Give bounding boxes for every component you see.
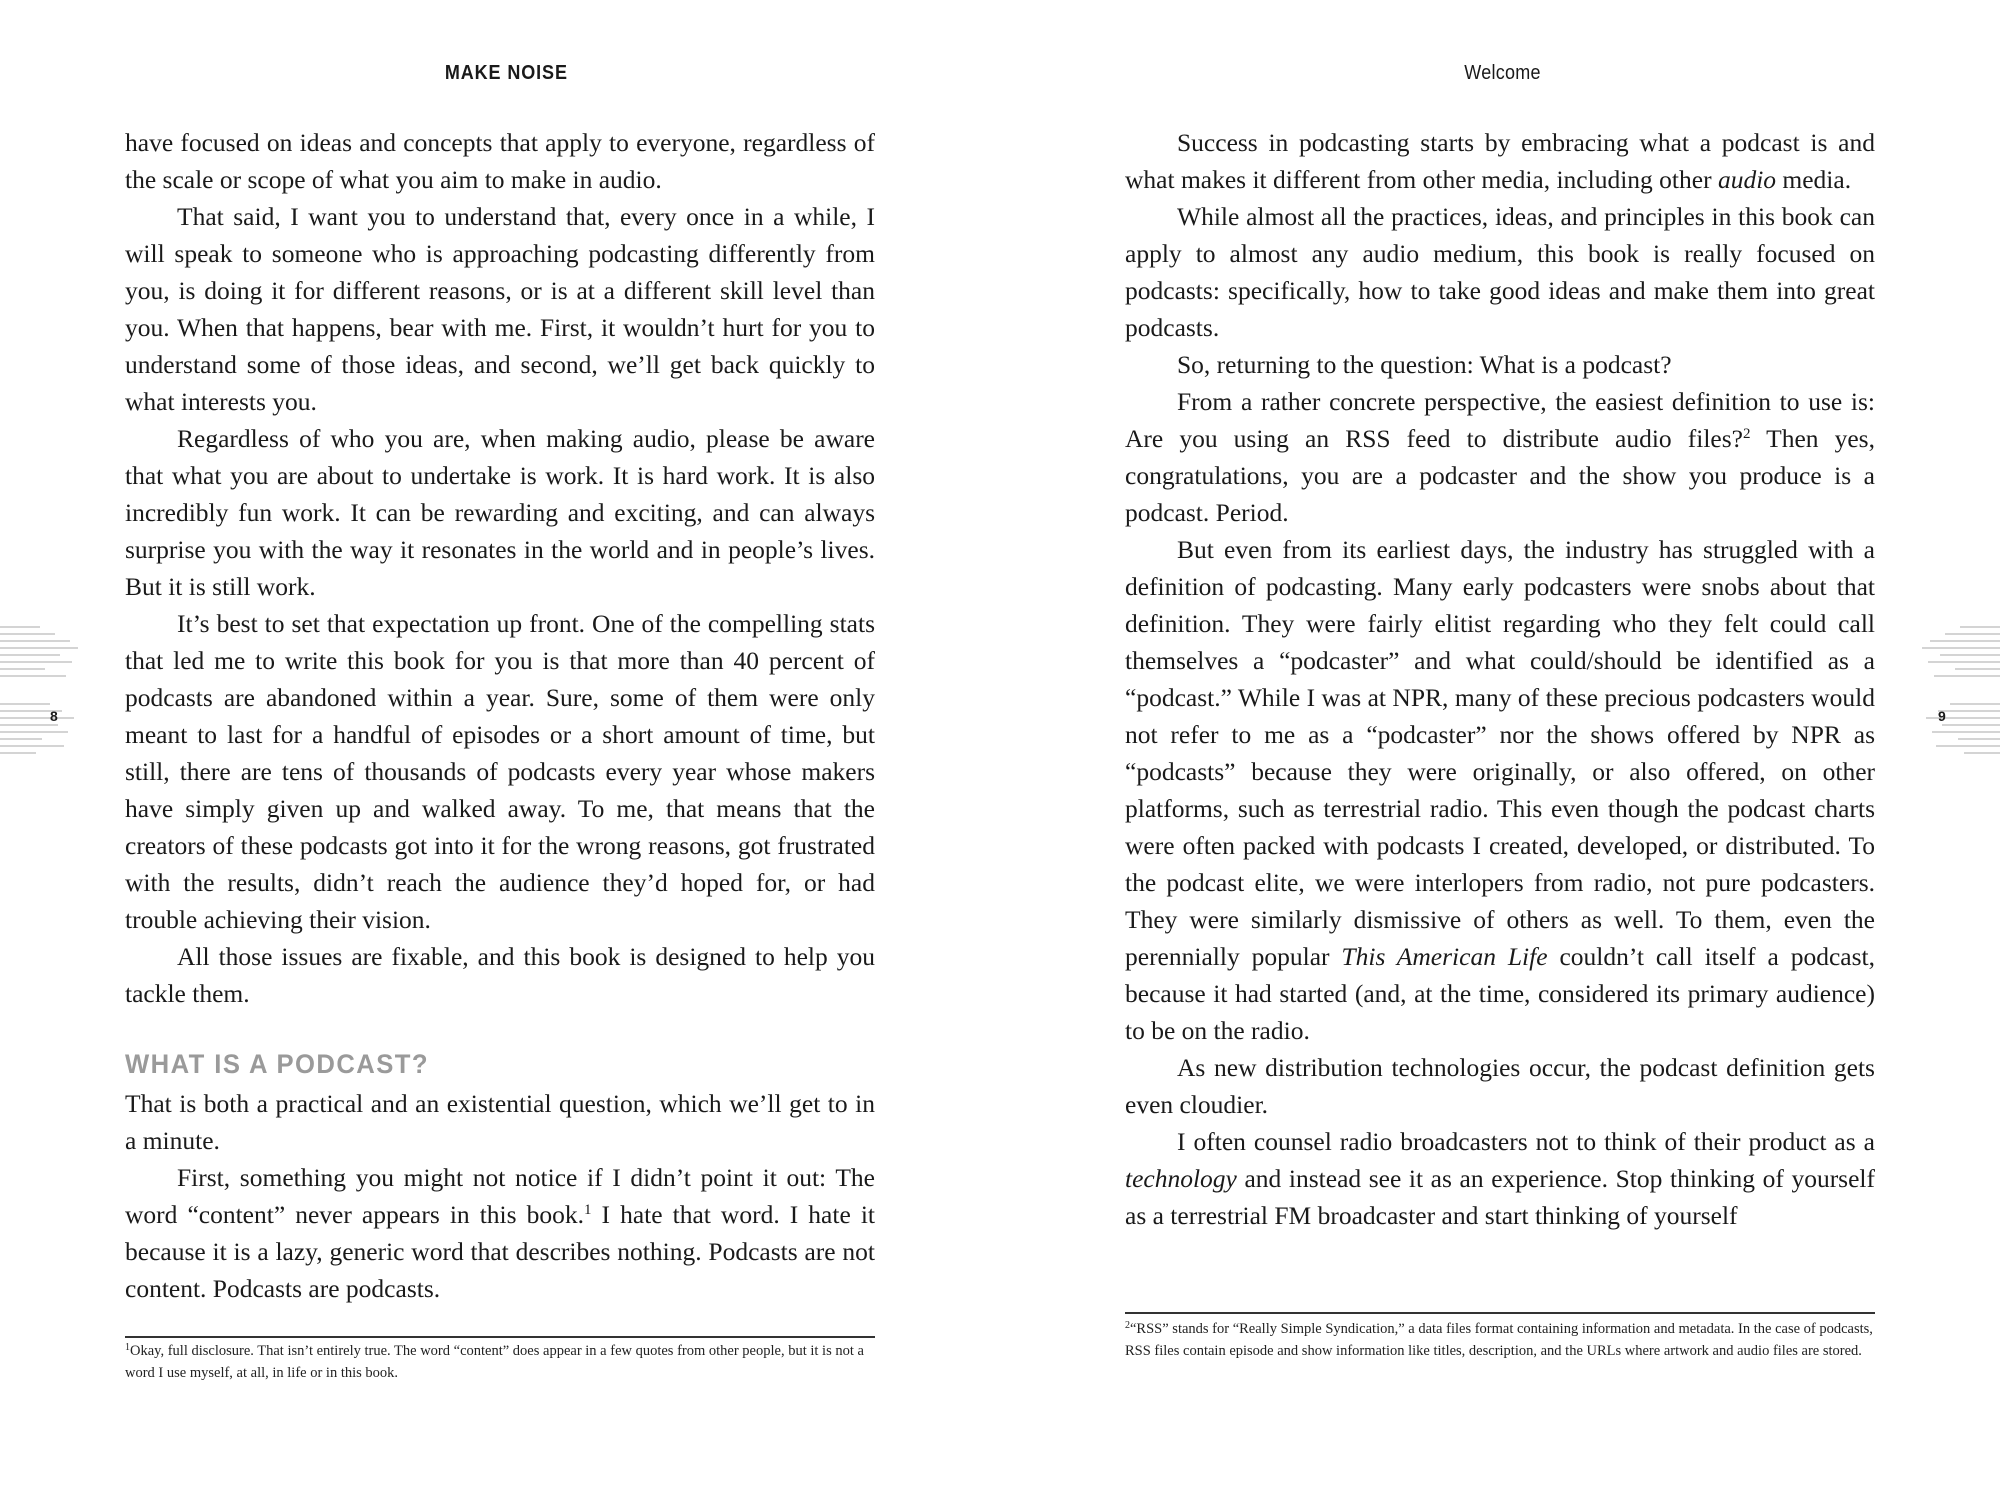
section-heading: WHAT IS A PODCAST? (125, 1049, 429, 1079)
paragraph-text: Success in podcasting starts by embracing what a podcast is and what makes it different from other media, including other (1125, 128, 1875, 194)
page-number-left: 8 (50, 708, 58, 724)
body-paragraph: have focused on ideas and concepts that apply to everyone, regardless of the scale or scope of what you aim to make in audio. (125, 128, 875, 194)
right-page-body (1125, 124, 1875, 1234)
paragraph-industry-definition (1125, 531, 1875, 1049)
footnote-ref-2: 2 (1742, 426, 1751, 442)
paragraph-rss-definition (1125, 383, 1875, 531)
body-paragraph: It’s best to set that expectation up front. One of the compelling stats that led me to write this book for you is that more than 40 percent of podcasts are abandoned within a year. Sure, some of them were only meant to last for a handful of episodes or a short amount of time, but still, there are tens of thousands of podcasts every year whose makers have simply given up and walked away. To me, that means that the creators of these podcasts got into it for the wrong reasons, got frustrated with the results, didn’t reach the audience they’d hoped for, or had trouble achieving their vision. (125, 609, 875, 934)
paragraph-success (1125, 124, 1875, 198)
paragraph-question: So, returning to the question: What is a podcast? (1177, 350, 1672, 379)
footnote-divider (125, 1336, 875, 1338)
footnote-marker-1: 1 (125, 1342, 130, 1353)
page-number-right: 9 (1938, 708, 1946, 724)
paragraph-text-cont: couldn’t call itself a podcast, because it had started (and, at the time, considered its primary audience) to be on the radio. (1125, 942, 1875, 1045)
thumb-tab-lines-right (1920, 626, 2000, 759)
footnote-text-1: Okay, full disclosure. That isn’t entirely true. The word “content” does appear in a few quotes from other people, but it is not a word I use myself, at all, in life or in this book. (125, 1343, 864, 1381)
content-paragraph-text: First, something you might not notice if I didn’t point it out: The word “content” never appears in this book. (125, 1163, 875, 1229)
left-page-body (125, 124, 875, 1307)
paragraph-text: From a rather concrete perspective, the easiest definition to use is: Are you using an RSS feed to distribute audio files? (1125, 387, 1875, 453)
running-head-chapter-title: Welcome (1464, 62, 1541, 84)
paragraph-text-cont: media. (1776, 165, 1852, 194)
italic-text: This American Life (1341, 942, 1548, 971)
content-paragraph-text-cont: I hate that word. I hate it because it is a lazy, generic word that describes nothing. Podcasts are not content. Podcasts are podcasts. (125, 1200, 875, 1303)
footnote-ref-1: 1 (583, 1202, 592, 1218)
paragraph-distribution: As new distribution technologies occur, the podcast definition gets even cloudier. (1125, 1053, 1875, 1119)
footnote-1 (125, 1340, 875, 1384)
footnote-marker-2: 2 (1125, 1320, 1130, 1331)
italic-text: technology (1125, 1164, 1237, 1193)
paragraph-text: But even from its earliest days, the industry has struggled with a definition of podcasting. Many early podcasters were snobs about that definition. They were fairly elitist regarding who they felt could call themselves a “podcaster” and what could/should be identified as a “podcast.” While I was at NPR, many of these precious podcasters would not refer to me as a “podcaster” nor the shows offered by NPR as “podcasts” because they were originally, or also offered, on other platforms, such as terrestrial radio. This even though the podcast charts were often packed with podcasts I created, developed, or distributed. To the podcast elite, we were interlopers from radio, not pure podcasters. They were similarly dismissive of others as well. To them, even the perennially popular (1125, 535, 1875, 971)
paragraph-text: I often counsel radio broadcasters not to think of their product as a (1177, 1127, 1875, 1156)
body-paragraph: That said, I want you to understand that, every once in a while, I will speak to someone who is approaching podcasting differently from you, is doing it for different reasons, or is at a different skill level than you. When that happens, bear with me. First, it wouldn’t hurt for you to understand some of those ideas, and second, we’ll get back quickly to what interests you. (125, 202, 875, 416)
section-intro-paragraph: That is both a practical and an existential question, which we’ll get to in a minute. (125, 1089, 875, 1155)
thumb-tab-lines-left (0, 626, 80, 759)
body-paragraph: Regardless of who you are, when making audio, please be aware that what you are about to undertake is work. It is hard work. It is also incredibly fun work. It can be rewarding and exciting, and can always surprise you with the way it resonates in the world and in people’s lives. But it is still work. (125, 424, 875, 601)
content-paragraph (125, 1159, 875, 1307)
italic-text: audio (1717, 165, 1777, 194)
paragraph-text-cont: and instead see it as an experience. Stop thinking of yourself as a terrestrial FM broadcaster and start thinking of yourself (1125, 1164, 1875, 1230)
footnote-divider (1125, 1312, 1875, 1314)
left-paragraphs (125, 124, 875, 1012)
paragraph-counsel (1125, 1123, 1875, 1234)
running-head-book-title: MAKE NOISE (444, 62, 568, 84)
footnote-text-2: “RSS” stands for “Really Simple Syndication,” a data files format containing information and metadata. In the case of podcasts, RSS files contain episode and show information like titles, description, and the URLs where artwork and audio files are stored. (1125, 1321, 1873, 1359)
footnote-2 (1125, 1318, 1875, 1362)
paragraph-text-cont: Then yes, congratulations, you are a podcaster and the show you produce is a podcast. Period. (1125, 424, 1875, 527)
body-paragraph: All those issues are fixable, and this book is designed to help you tackle them. (125, 942, 875, 1008)
paragraph-practices: While almost all the practices, ideas, and principles in this book can apply to almost any audio medium, this book is really focused on podcasts: specifically, how to take good ideas and make them into great podcasts. (1125, 202, 1875, 342)
